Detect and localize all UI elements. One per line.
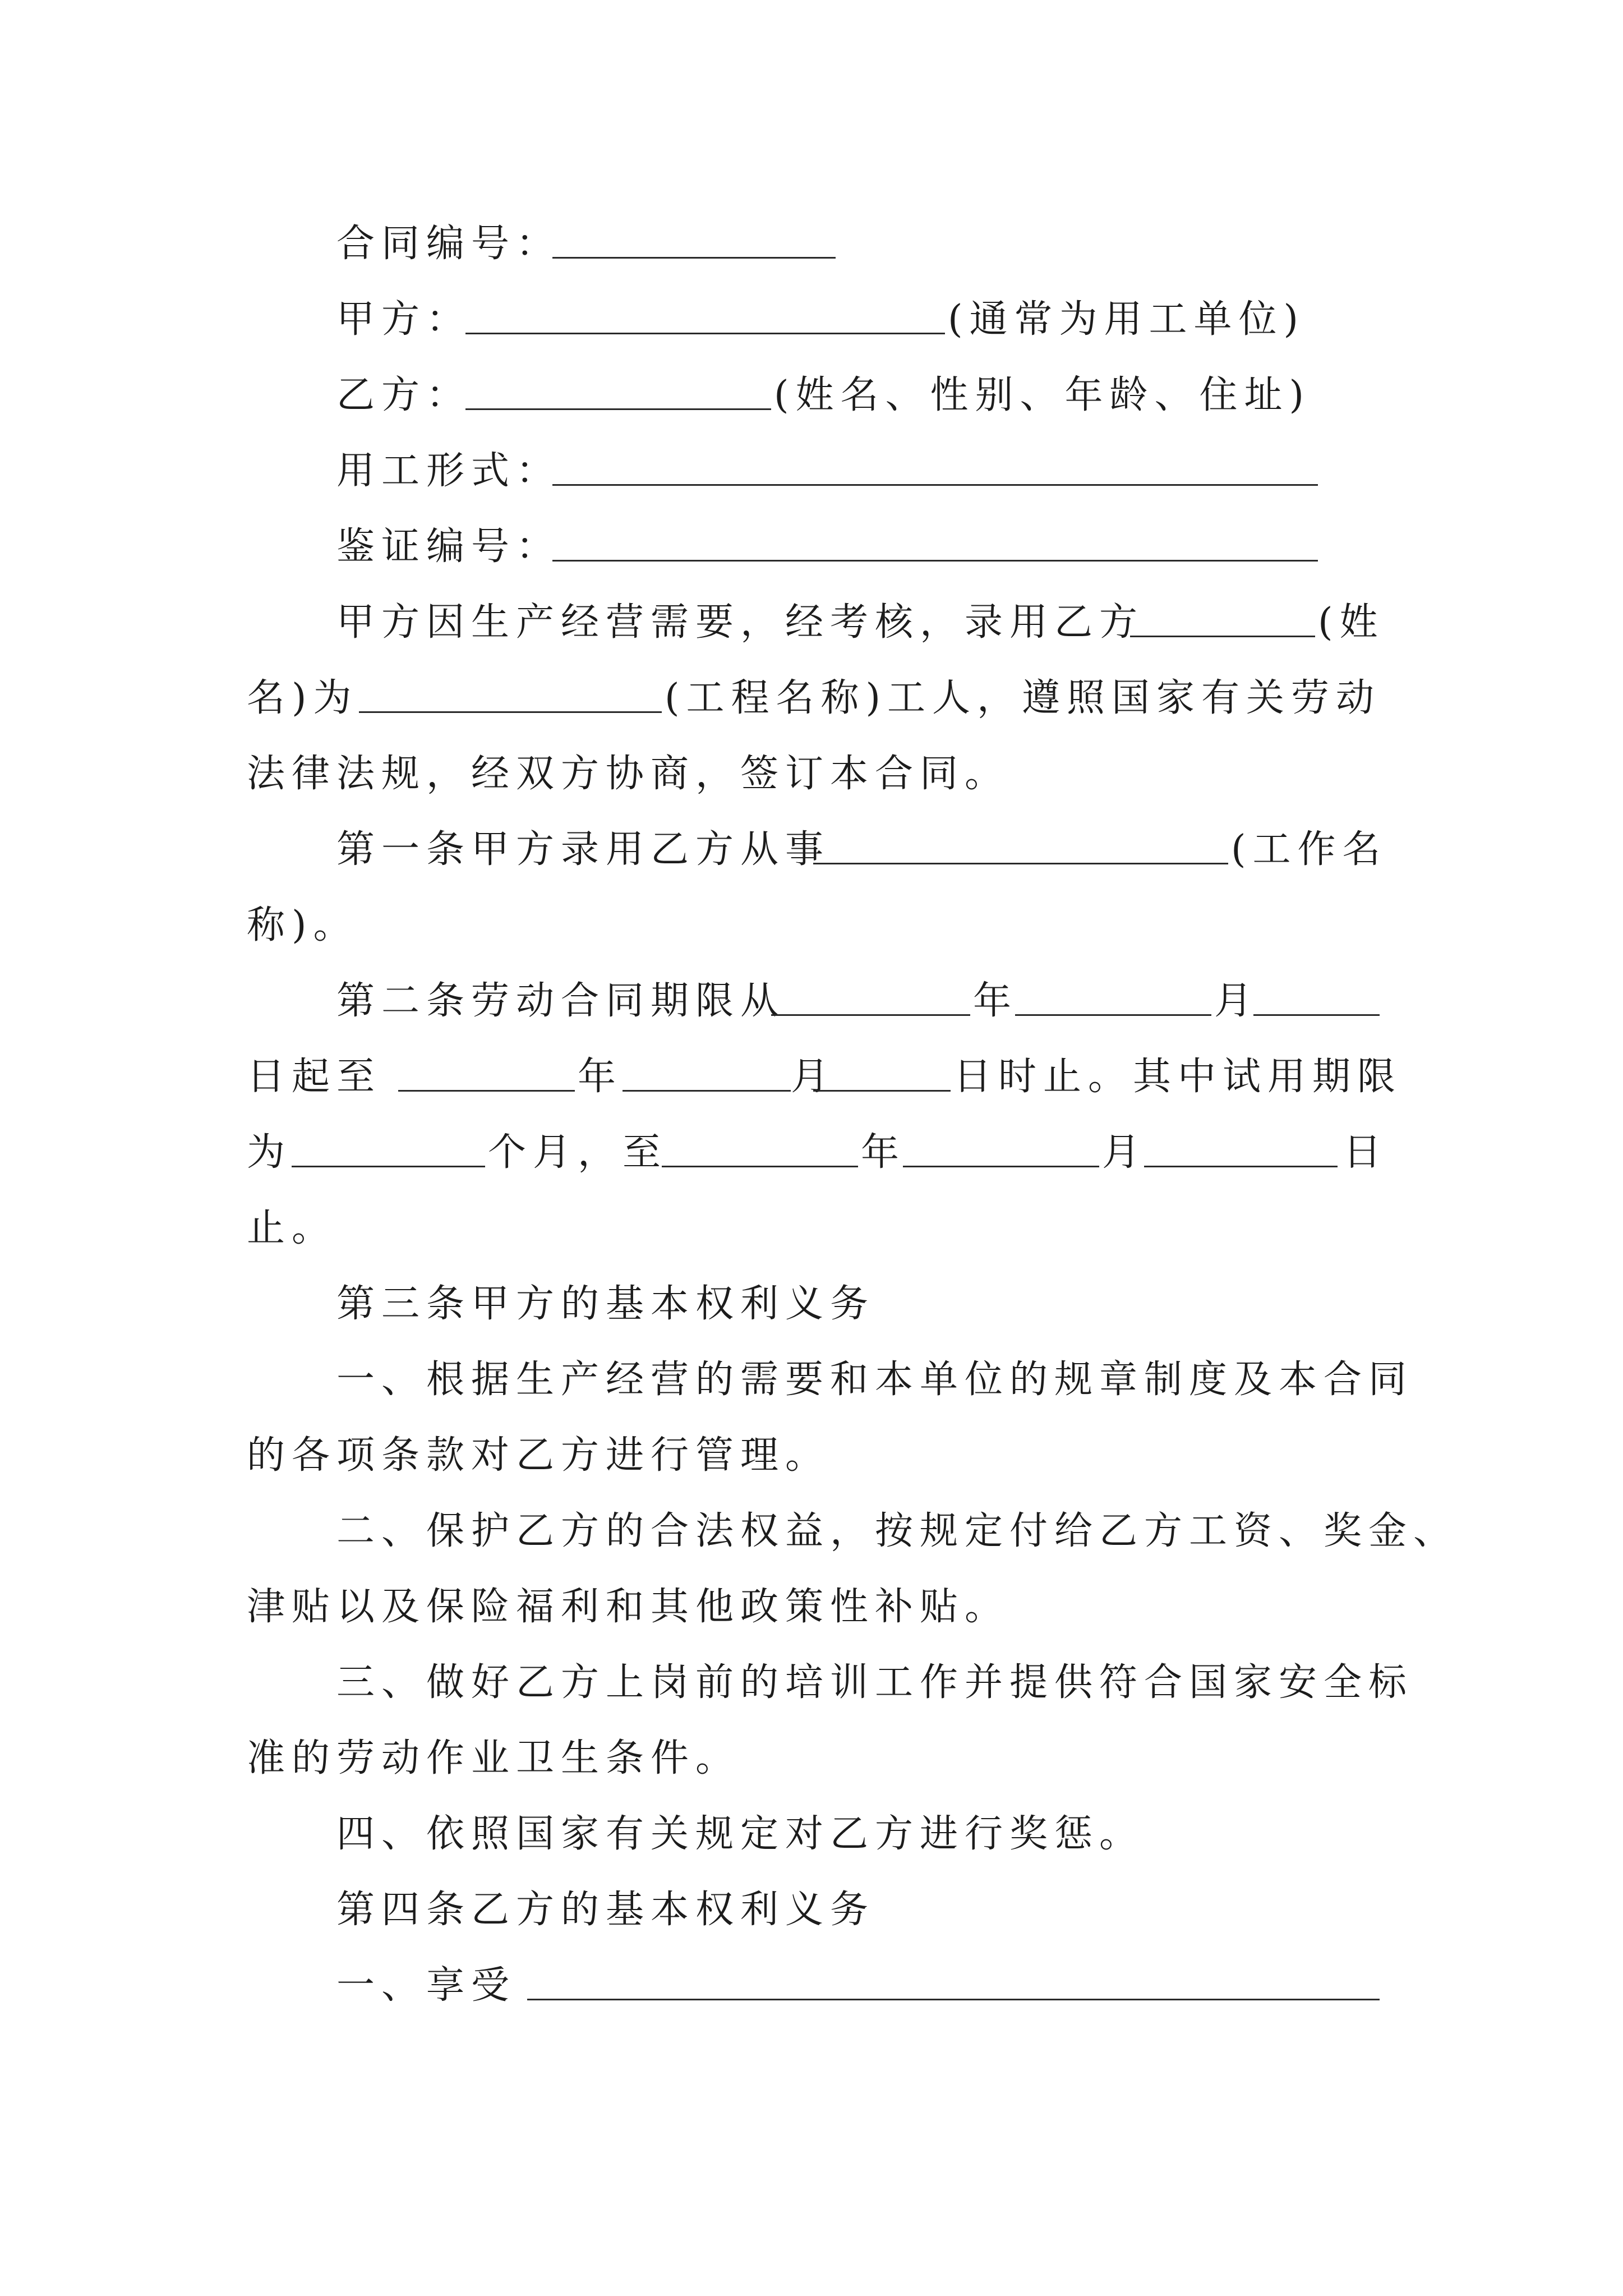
- contract-number-blank: [552, 213, 836, 259]
- article-3-item-1-text-1: 一、根据生产经营的需要和本单位的规章制度及本合同: [336, 1358, 1414, 1402]
- article-3-item-1-line-1: [0, 1349, 1623, 1411]
- certification-number-label: 鉴证编号：: [336, 524, 561, 569]
- start-year-blank: [771, 970, 970, 1016]
- article-3-item-2-text-2: 津贴以及保险福利和其他政策性补贴。: [247, 1585, 1010, 1629]
- start-year-text: 年: [973, 979, 1018, 1023]
- probation-day-text: 日: [1343, 1130, 1389, 1175]
- party-a-label: 甲方：: [336, 297, 472, 342]
- article-1-line-2: [0, 895, 1623, 956]
- article-2-line-2: [0, 1046, 1623, 1108]
- party-a-line: [0, 289, 1623, 351]
- party-a-note: (通常为用工单位): [948, 297, 1306, 342]
- contract-number-line: [0, 213, 1623, 275]
- article-3-item-2-text-1: 二、保护乙方的合法权益，按规定付给乙方工资、奖金、: [336, 1509, 1459, 1553]
- party-a-blank: [465, 289, 945, 334]
- article-1-line-1: [0, 819, 1623, 881]
- article-3-item-1-line-2: [0, 1425, 1623, 1487]
- party-b-label: 乙方：: [336, 373, 472, 417]
- article-2-text-1a: 第二条劳动合同期限从: [336, 979, 786, 1023]
- article-2-line-1: [0, 970, 1623, 1032]
- contract-number-label: 合同编号：: [336, 222, 561, 266]
- article-3-title-text: 第三条甲方的基本权利义务: [336, 1282, 875, 1326]
- end-day-blank: [813, 1046, 951, 1092]
- article-1-text-1b: (工作名: [1231, 827, 1387, 872]
- start-month-text: 月: [1214, 979, 1260, 1023]
- job-name-blank: [813, 819, 1228, 864]
- intro-text-1a: 甲方因生产经营需要，经考核，录用乙方: [336, 600, 1145, 645]
- party-b-blank: [465, 365, 771, 410]
- article-3-item-2-line-1: [0, 1501, 1623, 1562]
- article-1-text-2: 称)。: [247, 903, 358, 947]
- article-1-text-1a: 第一条甲方录用乙方从事: [336, 827, 831, 872]
- probation-month-blank: [903, 1122, 1099, 1167]
- party-b-line: [0, 365, 1623, 426]
- article-3-item-1-text-2: 的各项条款对乙方进行管理。: [247, 1433, 831, 1478]
- probation-day-blank: [1144, 1122, 1338, 1167]
- certification-number-line: [0, 516, 1623, 578]
- probation-for-text: 为: [247, 1130, 292, 1175]
- end-year-blank: [398, 1046, 575, 1092]
- intro-text-2a: 名)为: [247, 676, 358, 720]
- probation-year-blank: [662, 1122, 858, 1167]
- article-3-item-3-line-1: [0, 1652, 1623, 1714]
- article-4-item-1-text: 一、享受: [336, 1963, 517, 2008]
- certification-number-blank: [552, 516, 1318, 562]
- article-3-item-4-text: 四、依照国家有关规定对乙方进行奖惩。: [336, 1812, 1145, 1856]
- project-name-blank: [359, 668, 662, 713]
- probation-month-text: 月: [1102, 1130, 1147, 1175]
- intro-text-3: 法律法规，经双方协商，签订本合同。: [247, 752, 1010, 796]
- article-3-title: [0, 1273, 1623, 1335]
- intro-line-1: [0, 592, 1623, 654]
- article-4-title-text: 第四条乙方的基本权利义务: [336, 1888, 875, 1932]
- end-month-text: 月: [791, 1055, 836, 1099]
- article-3-item-4: [0, 1803, 1623, 1865]
- article-4-item-1-blank: [527, 1955, 1380, 2000]
- end-year-text: 年: [578, 1055, 623, 1099]
- article-4-title: [0, 1879, 1623, 1941]
- party-b-note: (姓名、性别、年龄、住址): [774, 373, 1311, 417]
- article-3-item-3-text-1: 三、做好乙方上岗前的培训工作并提供符合国家安全标: [336, 1660, 1414, 1705]
- probation-year-text: 年: [861, 1130, 906, 1175]
- intro-text-2b: (工程名称)工人，遵照国家有关劳动: [665, 676, 1381, 720]
- start-day-blank: [1253, 970, 1380, 1016]
- article-3-item-2-line-2: [0, 1576, 1623, 1638]
- article-3-item-3-line-2: [0, 1728, 1623, 1789]
- start-month-blank: [1015, 970, 1211, 1016]
- article-4-item-1: [0, 1955, 1623, 2017]
- end-day-text: 日时止。其中试用期限: [953, 1055, 1403, 1099]
- intro-text-1b: (姓: [1318, 600, 1385, 645]
- article-3-item-3-text-2: 准的劳动作业卫生条件。: [247, 1736, 741, 1780]
- probation-months-blank: [292, 1122, 485, 1167]
- intro-line-3: [0, 743, 1623, 805]
- employment-form-blank: [552, 440, 1318, 486]
- employment-form-label: 用工形式：: [336, 449, 561, 493]
- probation-stop-text: 止。: [247, 1206, 337, 1250]
- employment-form-line: [0, 440, 1623, 502]
- article-2-line-4: [0, 1198, 1623, 1259]
- worker-name-blank: [1130, 592, 1315, 637]
- probation-months-text: 个月，至: [488, 1130, 668, 1175]
- start-day-text: 日起至: [247, 1055, 382, 1099]
- intro-line-2: [0, 668, 1623, 729]
- end-month-blank: [623, 1046, 791, 1092]
- article-2-line-3: [0, 1122, 1623, 1184]
